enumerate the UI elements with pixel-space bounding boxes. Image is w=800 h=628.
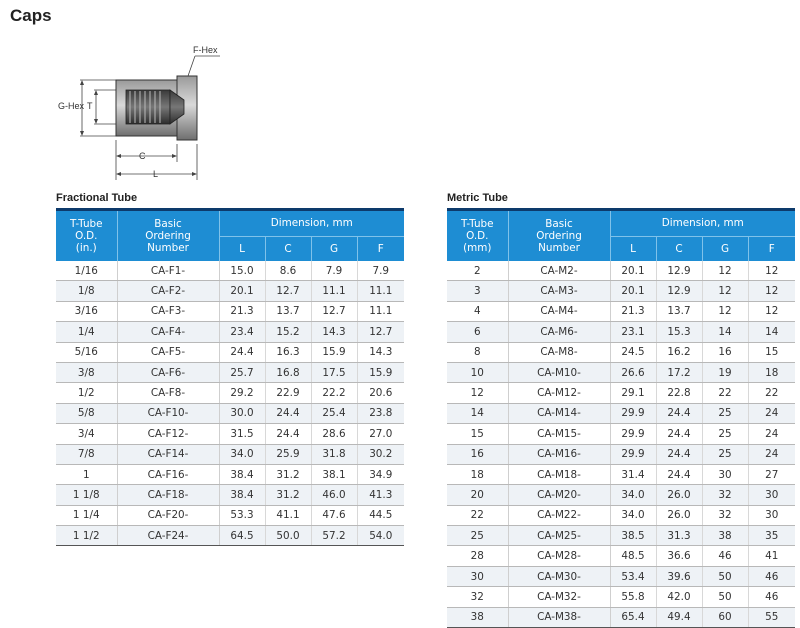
dim-f-cell: 24 [748, 444, 795, 464]
dim-c-cell: 31.3 [656, 526, 702, 546]
dim-g-cell: 19 [702, 362, 748, 382]
dim-f-cell: 24 [748, 403, 795, 423]
dim-l-cell: 34.0 [610, 505, 656, 525]
dim-c-cell: 12.9 [656, 281, 702, 301]
tube-od-cell: 16 [447, 444, 508, 464]
fractional-table-title: Fractional Tube [56, 192, 138, 204]
dim-l-header: L [610, 236, 656, 261]
dim-g-cell: 14 [702, 322, 748, 342]
dim-f-cell: 12 [748, 301, 795, 321]
ordering-number-cell: CA-M25- [508, 526, 610, 546]
dim-f-cell: 27 [748, 464, 795, 484]
metric-tube-table [447, 208, 795, 628]
dim-g-cell: 38 [702, 526, 748, 546]
ordering-number-cell: CA-F2- [117, 281, 219, 301]
tube-od-cell: 1 1/8 [56, 485, 117, 505]
dim-l-cell: 53.3 [219, 505, 265, 525]
table-row [56, 505, 404, 525]
tube-od-cell: 1/2 [56, 383, 117, 403]
dim-g-cell: 47.6 [311, 505, 357, 525]
t-label: T [87, 101, 93, 111]
dim-g-cell: 17.5 [311, 362, 357, 382]
tube-od-cell: 38 [447, 607, 508, 627]
dimension-header: Dimension, mm [219, 210, 404, 237]
fractional-tube-table [56, 208, 404, 546]
tube-od-cell: 18 [447, 464, 508, 484]
dim-g-header: G [311, 236, 357, 261]
table-row [447, 526, 795, 546]
ordering-number-cell: CA-M20- [508, 485, 610, 505]
dim-g-cell: 38.1 [311, 464, 357, 484]
col-ordering-number-header: Basic Ordering Number [117, 210, 219, 262]
dim-l-cell: 24.5 [610, 342, 656, 362]
dim-f-cell: 11.1 [357, 281, 404, 301]
dim-l-cell: 29.9 [610, 403, 656, 423]
page-title: Caps [10, 6, 52, 25]
dim-g-cell: 32 [702, 505, 748, 525]
ordering-number-cell: CA-M16- [508, 444, 610, 464]
dim-f-cell: 30 [748, 485, 795, 505]
ordering-number-cell: CA-M3- [508, 281, 610, 301]
dim-l-cell: 21.3 [219, 301, 265, 321]
dim-c-cell: 8.6 [265, 261, 311, 281]
dim-l-cell: 31.5 [219, 424, 265, 444]
dim-g-cell: 46 [702, 546, 748, 566]
tube-od-cell: 4 [447, 301, 508, 321]
dim-g-cell: 57.2 [311, 526, 357, 546]
dim-f-cell: 20.6 [357, 383, 404, 403]
dim-f-cell: 34.9 [357, 464, 404, 484]
ordering-number-cell: CA-M14- [508, 403, 610, 423]
ordering-number-cell: CA-F14- [117, 444, 219, 464]
table-row [447, 587, 795, 607]
ordering-number-cell: CA-F20- [117, 505, 219, 525]
dim-l-cell: 64.5 [219, 526, 265, 546]
table-row [56, 362, 404, 382]
dim-l-cell: 26.6 [610, 362, 656, 382]
ordering-number-cell: CA-M2- [508, 261, 610, 281]
dim-c-cell: 24.4 [656, 424, 702, 444]
tube-od-cell: 3/8 [56, 362, 117, 382]
cap-drawing [52, 44, 227, 184]
dim-l-cell: 20.1 [610, 261, 656, 281]
dim-c-cell: 24.4 [265, 403, 311, 423]
table-row [56, 464, 404, 484]
tube-od-cell: 7/8 [56, 444, 117, 464]
dim-c-cell: 24.4 [656, 444, 702, 464]
dim-l-cell: 48.5 [610, 546, 656, 566]
dim-l-cell: 29.2 [219, 383, 265, 403]
ordering-number-cell: CA-M22- [508, 505, 610, 525]
tube-od-cell: 1 1/4 [56, 505, 117, 525]
table-row [447, 281, 795, 301]
table-row [56, 301, 404, 321]
table-row [56, 444, 404, 464]
dim-l-cell: 38.4 [219, 464, 265, 484]
dim-f-cell: 12 [748, 261, 795, 281]
tube-od-cell: 20 [447, 485, 508, 505]
dim-l-cell: 29.9 [610, 444, 656, 464]
ordering-number-cell: CA-M38- [508, 607, 610, 627]
tube-od-cell: 1/4 [56, 322, 117, 342]
table-row [56, 261, 404, 281]
ordering-number-cell: CA-M4- [508, 301, 610, 321]
tube-od-cell: 6 [447, 322, 508, 342]
dim-l-cell: 24.4 [219, 342, 265, 362]
table-row [447, 607, 795, 627]
ordering-number-cell: CA-M15- [508, 424, 610, 444]
dim-f-cell: 46 [748, 566, 795, 586]
dim-g-cell: 50 [702, 566, 748, 586]
tube-od-cell: 32 [447, 587, 508, 607]
metric-table-title: Metric Tube [447, 192, 508, 204]
dim-c-cell: 24.4 [265, 424, 311, 444]
dim-c-cell: 41.1 [265, 505, 311, 525]
dim-f-cell: 14 [748, 322, 795, 342]
dim-f-cell: 35 [748, 526, 795, 546]
dimension-header: Dimension, mm [610, 210, 795, 237]
tube-od-cell: 5/8 [56, 403, 117, 423]
dim-l-cell: 30.0 [219, 403, 265, 423]
dim-g-cell: 11.1 [311, 281, 357, 301]
dim-c-cell: 16.8 [265, 362, 311, 382]
ordering-number-cell: CA-F16- [117, 464, 219, 484]
ordering-number-cell: CA-F8- [117, 383, 219, 403]
dim-g-cell: 31.8 [311, 444, 357, 464]
table-row [56, 485, 404, 505]
dim-c-cell: 15.3 [656, 322, 702, 342]
dim-f-header: F [357, 236, 404, 261]
dim-f-header: F [748, 236, 795, 261]
table-row [447, 444, 795, 464]
dim-g-cell: 46.0 [311, 485, 357, 505]
ordering-number-cell: CA-M10- [508, 362, 610, 382]
table-row [56, 424, 404, 444]
dim-l-cell: 29.1 [610, 383, 656, 403]
dim-f-cell: 44.5 [357, 505, 404, 525]
tube-od-cell: 14 [447, 403, 508, 423]
dim-c-cell: 49.4 [656, 607, 702, 627]
dim-g-cell: 25 [702, 403, 748, 423]
ordering-number-cell: CA-F6- [117, 362, 219, 382]
table-row [447, 424, 795, 444]
dim-l-cell: 15.0 [219, 261, 265, 281]
dim-g-cell: 16 [702, 342, 748, 362]
dim-g-cell: 22 [702, 383, 748, 403]
dim-g-cell: 30 [702, 464, 748, 484]
dim-c-cell: 25.9 [265, 444, 311, 464]
dim-c-cell: 15.2 [265, 322, 311, 342]
dim-c-cell: 26.0 [656, 485, 702, 505]
dim-l-cell: 25.7 [219, 362, 265, 382]
table-row [56, 383, 404, 403]
dim-f-cell: 30 [748, 505, 795, 525]
tube-od-cell: 3/16 [56, 301, 117, 321]
dim-g-header: G [702, 236, 748, 261]
tube-od-cell: 1 1/2 [56, 526, 117, 546]
ordering-number-cell: CA-M18- [508, 464, 610, 484]
dim-g-cell: 7.9 [311, 261, 357, 281]
table-row [447, 342, 795, 362]
dim-l-cell: 20.1 [610, 281, 656, 301]
dim-g-cell: 25.4 [311, 403, 357, 423]
table-row [56, 322, 404, 342]
col-tube-od-header: T-Tube O.D. (mm) [447, 210, 508, 262]
table-row [56, 403, 404, 423]
tube-od-cell: 25 [447, 526, 508, 546]
dim-g-cell: 25 [702, 424, 748, 444]
dim-c-cell: 22.9 [265, 383, 311, 403]
dim-l-cell: 53.4 [610, 566, 656, 586]
dim-f-cell: 15.9 [357, 362, 404, 382]
dim-l-cell: 38.4 [219, 485, 265, 505]
table-row [56, 281, 404, 301]
tube-od-cell: 1 [56, 464, 117, 484]
dim-c-cell: 12.9 [656, 261, 702, 281]
dim-c-cell: 16.2 [656, 342, 702, 362]
dim-c-cell: 12.7 [265, 281, 311, 301]
dim-c-header: C [265, 236, 311, 261]
ordering-number-cell: CA-M8- [508, 342, 610, 362]
dim-f-cell: 22 [748, 383, 795, 403]
dim-c-cell: 22.8 [656, 383, 702, 403]
dim-c-cell: 24.4 [656, 403, 702, 423]
tube-od-cell: 8 [447, 342, 508, 362]
dim-c-cell: 13.7 [656, 301, 702, 321]
dim-l-cell: 34.0 [219, 444, 265, 464]
dim-f-cell: 27.0 [357, 424, 404, 444]
dim-c-cell: 17.2 [656, 362, 702, 382]
ordering-number-cell: CA-M6- [508, 322, 610, 342]
dim-c-cell: 50.0 [265, 526, 311, 546]
tube-od-cell: 3 [447, 281, 508, 301]
table-row [447, 403, 795, 423]
dim-f-cell: 12 [748, 281, 795, 301]
ordering-number-cell: CA-M12- [508, 383, 610, 403]
dim-l-cell: 31.4 [610, 464, 656, 484]
dim-f-cell: 54.0 [357, 526, 404, 546]
dim-l-cell: 21.3 [610, 301, 656, 321]
table-row [447, 505, 795, 525]
dim-f-cell: 23.8 [357, 403, 404, 423]
tube-od-cell: 1/16 [56, 261, 117, 281]
ordering-number-cell: CA-F12- [117, 424, 219, 444]
dim-f-cell: 41 [748, 546, 795, 566]
tube-od-cell: 5/16 [56, 342, 117, 362]
dim-f-cell: 14.3 [357, 342, 404, 362]
dim-f-cell: 30.2 [357, 444, 404, 464]
dim-c-cell: 16.3 [265, 342, 311, 362]
dim-g-cell: 12 [702, 281, 748, 301]
dim-f-cell: 18 [748, 362, 795, 382]
dim-c-cell: 39.6 [656, 566, 702, 586]
dim-g-cell: 14.3 [311, 322, 357, 342]
tube-od-cell: 10 [447, 362, 508, 382]
dim-l-cell: 55.8 [610, 587, 656, 607]
ordering-number-cell: CA-F18- [117, 485, 219, 505]
tube-od-cell: 3/4 [56, 424, 117, 444]
dim-g-cell: 32 [702, 485, 748, 505]
dim-f-cell: 24 [748, 424, 795, 444]
ordering-number-cell: CA-F1- [117, 261, 219, 281]
dim-c-header: C [656, 236, 702, 261]
dim-g-cell: 15.9 [311, 342, 357, 362]
c-label: C [139, 151, 146, 161]
dim-g-cell: 12 [702, 261, 748, 281]
col-tube-od-header: T-Tube O.D. (in.) [56, 210, 117, 262]
dim-c-cell: 42.0 [656, 587, 702, 607]
dim-l-header: L [219, 236, 265, 261]
g-hex-label: G-Hex [58, 101, 85, 111]
table-row [447, 485, 795, 505]
table-row [56, 342, 404, 362]
table-row [447, 566, 795, 586]
dim-f-cell: 7.9 [357, 261, 404, 281]
dim-g-cell: 22.2 [311, 383, 357, 403]
table-row [56, 526, 404, 546]
table-row [447, 546, 795, 566]
col-ordering-number-header: Basic Ordering Number [508, 210, 610, 262]
ordering-number-cell: CA-F3- [117, 301, 219, 321]
dim-l-cell: 65.4 [610, 607, 656, 627]
dim-l-cell: 23.4 [219, 322, 265, 342]
tube-od-cell: 15 [447, 424, 508, 444]
dim-f-cell: 11.1 [357, 301, 404, 321]
dim-g-cell: 50 [702, 587, 748, 607]
dim-f-cell: 15 [748, 342, 795, 362]
dim-g-cell: 28.6 [311, 424, 357, 444]
dim-f-cell: 55 [748, 607, 795, 627]
tube-od-cell: 1/8 [56, 281, 117, 301]
tube-od-cell: 2 [447, 261, 508, 281]
dim-c-cell: 31.2 [265, 464, 311, 484]
dim-g-cell: 12.7 [311, 301, 357, 321]
dim-g-cell: 60 [702, 607, 748, 627]
l-label: L [153, 169, 159, 179]
table-row [447, 464, 795, 484]
table-row [447, 383, 795, 403]
ordering-number-cell: CA-M30- [508, 566, 610, 586]
dim-g-cell: 12 [702, 301, 748, 321]
ordering-number-cell: CA-M28- [508, 546, 610, 566]
ordering-number-cell: CA-F10- [117, 403, 219, 423]
dim-l-cell: 38.5 [610, 526, 656, 546]
tube-od-cell: 22 [447, 505, 508, 525]
table-row [447, 301, 795, 321]
dim-c-cell: 26.0 [656, 505, 702, 525]
dim-l-cell: 20.1 [219, 281, 265, 301]
ordering-number-cell: CA-M32- [508, 587, 610, 607]
table-row [447, 322, 795, 342]
ordering-number-cell: CA-F4- [117, 322, 219, 342]
dim-f-cell: 46 [748, 587, 795, 607]
tube-od-cell: 28 [447, 546, 508, 566]
dim-c-cell: 13.7 [265, 301, 311, 321]
dim-l-cell: 34.0 [610, 485, 656, 505]
dim-c-cell: 24.4 [656, 464, 702, 484]
f-hex-label: F-Hex [193, 45, 218, 55]
dim-f-cell: 41.3 [357, 485, 404, 505]
dim-l-cell: 29.9 [610, 424, 656, 444]
table-row [447, 362, 795, 382]
dim-g-cell: 25 [702, 444, 748, 464]
dim-l-cell: 23.1 [610, 322, 656, 342]
ordering-number-cell: CA-F24- [117, 526, 219, 546]
dim-c-cell: 36.6 [656, 546, 702, 566]
tube-od-cell: 12 [447, 383, 508, 403]
dim-c-cell: 31.2 [265, 485, 311, 505]
table-row [447, 261, 795, 281]
ordering-number-cell: CA-F5- [117, 342, 219, 362]
dim-f-cell: 12.7 [357, 322, 404, 342]
tube-od-cell: 30 [447, 566, 508, 586]
